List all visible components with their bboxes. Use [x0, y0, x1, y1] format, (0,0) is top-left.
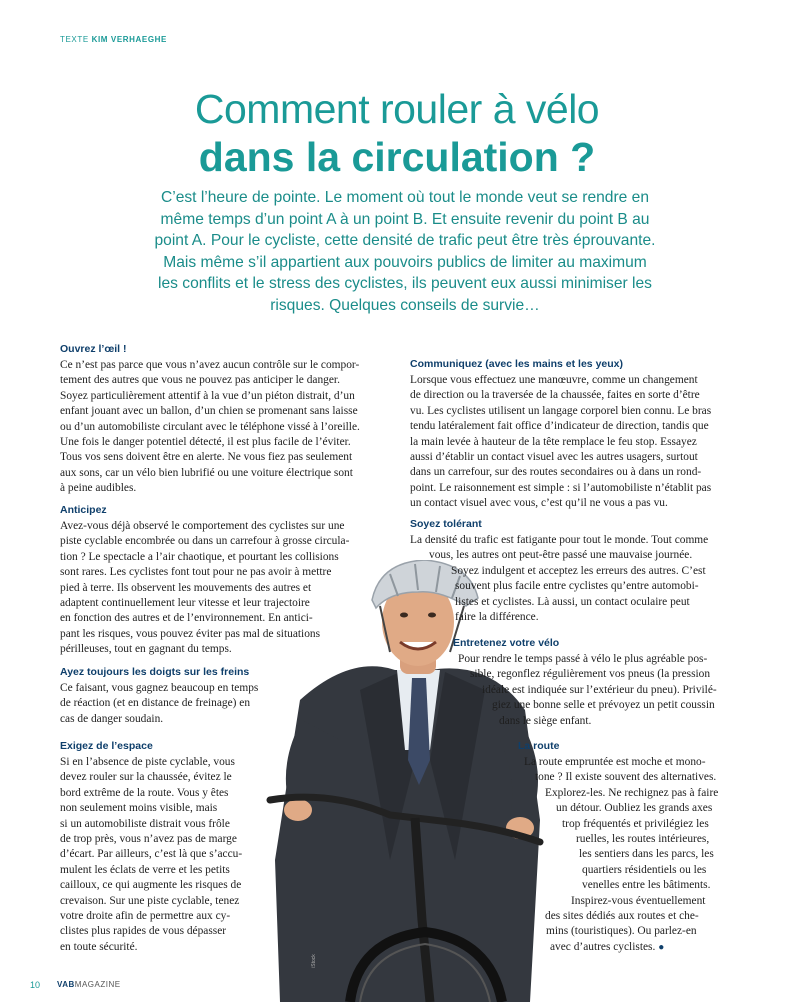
text-line: devez rouler sur la chaussée, évitez le: [60, 771, 232, 784]
end-bullet-icon: ●: [658, 941, 665, 953]
text-line: ruelles, les routes intérieures,: [576, 833, 710, 846]
text-line: d’écart. Par ailleurs, c’est là que s’accu-: [60, 848, 243, 861]
text-line: de direction ou la traversée de la chaussée, faites en sorte d’être: [410, 389, 700, 402]
text-line: votre droite afin de permettre aux cy-: [60, 910, 231, 923]
text-line: un détour. Oubliez les grands axes: [556, 802, 713, 815]
text-line: Soyez indulgent et acceptez les erreurs des autres. C’est: [451, 564, 706, 577]
text-line: les sentiers dans les parcs, les: [579, 848, 714, 861]
heading-communiquez: Communiquez (avec les mains et les yeux): [410, 358, 623, 370]
text-line: de trop près, vous n’avez pas de marge: [60, 833, 237, 846]
text-line: mulent les éclats de verre et les petits: [60, 863, 230, 876]
paragraph-tolerant: [410, 533, 708, 625]
text-line: Explorez-les. Ne rechignez pas à faire: [545, 786, 719, 799]
text-line: aussi d’établir un contact visuel avec les autres usagers, surtout: [410, 451, 698, 464]
text-line: vous, les autres ont peut-être passé une mauvaise journée.: [429, 549, 693, 562]
text-line: quartiers résidentiels ou les: [582, 863, 707, 876]
page-title-line1: Comment rouler à vélo: [194, 86, 600, 132]
text-line: la main levée à hauteur de la tête remplace le feu stop. Essayez: [410, 435, 697, 448]
heading-la-route: La route: [518, 740, 560, 752]
text-line: tone ? Il existe souvent des alternatives.: [535, 771, 717, 784]
text-line: aux sons, car un vélo bien lubrifié ou une voiture électrique sont: [60, 466, 353, 479]
intro-line: C’est l’heure de pointe. Le moment où tout le monde veut se rendre en: [160, 189, 650, 206]
text-line: piste cyclable encombrée ou dans un carrefour à grosse circula-: [60, 535, 350, 548]
text-line: non seulement moins visible, mais: [60, 802, 218, 815]
text-line: listes et cyclistes. Là aussi, un contact oculaire peut: [455, 595, 690, 608]
paragraph-freins: [60, 681, 258, 727]
text-line: sible, regonflez régulièrement vos pneus (la pression: [470, 668, 711, 681]
magazine-word: MAGAZINE: [74, 980, 121, 989]
text-line: périlleuses, tout en gagnant du temps.: [60, 643, 232, 656]
text-line: Ce faisant, vous gagnez beaucoup en temps: [60, 682, 259, 694]
text-line: crevaison. Sur une piste cyclable, tenez: [60, 894, 240, 907]
text-line: sont rares. Les cyclistes font tout pour ne pas avoir à mettre: [60, 566, 332, 579]
text-line: La route empruntée est moche et mono-: [524, 756, 706, 768]
text-line: point. Le raisonnement est simple : si l’automobiliste n’établit pas: [410, 481, 712, 494]
text-line: Une fois le danger potentiel détecté, il est plus facile de l’éviter.: [60, 436, 351, 449]
author-credit: [60, 35, 167, 44]
text-line: trop fréquentés et privilégiez les: [562, 817, 709, 830]
heading-tolerant: Soyez tolérant: [410, 518, 482, 530]
text-line: de réaction (et en distance de freinage) en: [60, 697, 251, 710]
heading-freins: Ayez toujours les doigts sur les freins: [60, 666, 250, 678]
heading-entretenez: Entretenez votre vélo: [453, 637, 560, 649]
text-line: cailloux, ce qui augmente les risques de: [60, 879, 242, 892]
text-line: un contact visuel avec vous, c’est qu’il ne vous a pas vu.: [410, 497, 668, 510]
text-line: faire la différence.: [455, 611, 539, 624]
text-line: Tous vos sens doivent être en alerte. Ne vous fiez pas seulement: [60, 451, 353, 464]
intro-paragraph: [120, 187, 690, 316]
paragraph-anticipez: [60, 519, 349, 658]
text-line: avec d’autres cyclistes.: [550, 940, 656, 953]
text-line: Soyez particulièrement attentif à la vue d’un piéton distrait, d’un: [60, 389, 355, 402]
text-line: à peine audibles.: [60, 482, 137, 495]
text-line: enfant jouant avec un ballon, d’un chien se promenant sans laisse: [60, 405, 358, 418]
text-line: dans un carrefour, sur des routes secondaires ou à dans un rond-: [410, 466, 702, 479]
text-line: en fonction des autres et de l’environnement. En antici-: [60, 612, 313, 625]
paragraph-communiquez: [410, 373, 711, 512]
heading-anticipez: Anticipez: [60, 504, 107, 516]
text-line: mins (touristiques). Ou parlez-en: [546, 925, 697, 938]
intro-line: même temps d’un point A à un point B. Et ensuite revenir du point B au: [160, 210, 650, 228]
paragraph-ouvrez-oeil: [60, 358, 360, 497]
text-line: souvent plus facile entre cyclistes qu’entre automobi-: [455, 580, 699, 593]
paragraph-espace: [60, 755, 242, 955]
text-line: Avez-vous déjà observé le comportement des cyclistes sur une: [60, 520, 345, 532]
heading-ouvrez-oeil: Ouvrez l’œil !: [60, 343, 127, 355]
text-line: adaptent continuellement leur vitesse et leur trajectoire: [60, 597, 310, 610]
magazine-name: [57, 980, 121, 989]
text-line: giez une bonne selle et prévoyez un petit coussin: [492, 699, 715, 712]
text-line: idéale est indiquée sur l’extérieur du pneu). Privilé-: [482, 683, 717, 696]
text-line: si un automobiliste distrait vous frôle: [60, 817, 230, 830]
text-line: tendu latéralement fait office d’indicateur de direction, tandis que: [410, 420, 709, 433]
text-line: vu. Les cyclistes utilisent un langage corporel bien connu. Le bras: [410, 404, 712, 417]
intro-line: risques. Quelques conseils de survie…: [270, 296, 540, 314]
photo-credit: iStock: [310, 954, 317, 968]
heading-espace: Exigez de l’espace: [60, 740, 153, 752]
text-line: venelles entre les bâtiments.: [582, 879, 711, 892]
intro-line: Mais même s’il appartient aux pouvoirs publics de limiter au maximum: [163, 253, 647, 271]
text-line: des sites dédiés aux routes et che-: [545, 910, 699, 923]
text-line: Inspirez-vous éventuellement: [571, 894, 706, 907]
text-line: Pour rendre le temps passé à vélo le plus agréable pos-: [458, 653, 708, 665]
text-line: dans le siège enfant.: [499, 714, 592, 727]
text-line: pant les risques, vous pouvez éviter pas mal de situations: [60, 627, 321, 640]
credit-author: KIM VERHAEGHE: [91, 35, 167, 44]
text-line: tion ? Le spectacle a l’air chaotique, et pourtant les collisions: [60, 550, 339, 563]
text-line: Lorsque vous effectuez une manœuvre, comme un changement: [410, 374, 698, 386]
text-line: clistes plus rapides de vous dépasser: [60, 925, 227, 938]
page-number: 10: [30, 980, 41, 990]
text-line: cas de danger soudain.: [60, 712, 164, 725]
magazine-brand: VAB: [57, 980, 75, 989]
text-line: Ce n’est pas parce que vous n’avez aucun contrôle sur le compor-: [60, 359, 360, 371]
text-line: bord extrême de la route. Vous y êtes: [60, 786, 229, 799]
text-line: pied à terre. Ils observent les mouvements des autres et: [60, 581, 312, 594]
paragraph-la-route: [524, 755, 718, 955]
paragraph-entretenez: [458, 652, 717, 729]
credit-prefix: TEXTE: [60, 35, 89, 44]
text-line: La densité du trafic est fatigante pour tout le monde. Tout comme: [410, 534, 709, 546]
text-line: ou d’un automobiliste circulant avec le téléphone vissé à l’oreille.: [60, 420, 360, 433]
text-line: tement des autres que vous ne pouvez pas anticiper le danger.: [60, 374, 340, 387]
text-line: en toute sécurité.: [60, 940, 138, 953]
page-title-line2: dans la circulation ?: [198, 134, 596, 180]
intro-line: point A. Pour le cycliste, cette densité de trafic peut être très éprouvante.: [154, 232, 656, 249]
text-line: Si en l’absence de piste cyclable, vous: [60, 756, 235, 768]
intro-line: les conflits et le stress des cyclistes, ils peuvent eux aussi minimiser les: [158, 275, 652, 292]
